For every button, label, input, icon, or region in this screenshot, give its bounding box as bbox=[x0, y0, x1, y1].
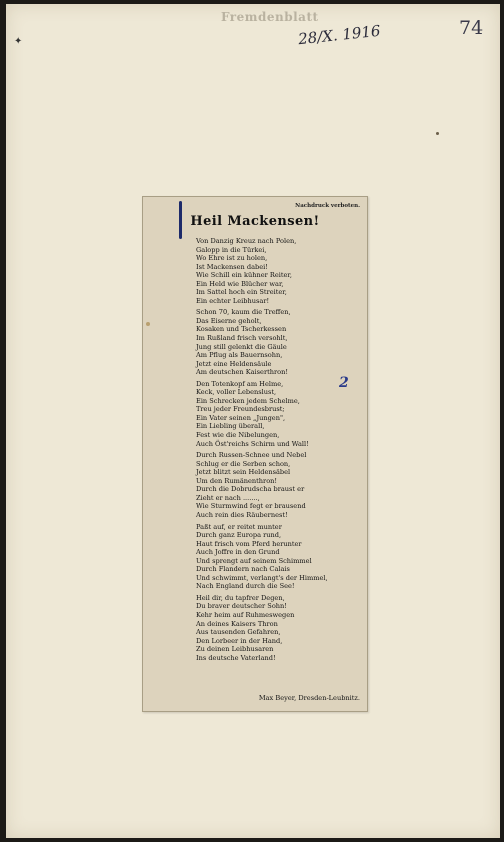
poem-stanza bbox=[196, 451, 366, 519]
poem-line: Von Danzig Kreuz nach Polen, bbox=[196, 237, 297, 245]
poem-line: Jetzt blitzt sein Heldensäbel bbox=[196, 468, 291, 477]
poem-line: Das Eiserne geholt, bbox=[196, 316, 262, 325]
poem-line: Aus tausenden Gefahren, bbox=[196, 628, 281, 637]
poem-line: Keck, voller Lebenslust, bbox=[196, 388, 277, 397]
poem-line: Am deutschen Kaiserthron! bbox=[196, 368, 289, 377]
pin-mark-icon: ✦ bbox=[14, 36, 23, 47]
poem-line: Jung still gelenkt die Gäule bbox=[196, 342, 287, 351]
newspaper-clipping bbox=[142, 196, 368, 712]
poem-line: Ins deutsche Vaterland! bbox=[196, 653, 276, 662]
copyright-note: Nachdruck verboten. bbox=[295, 203, 360, 209]
poem-line: Zieht er nach ......., bbox=[196, 493, 260, 502]
poem-line: Um den Rumänenthron! bbox=[196, 476, 278, 485]
poem-line: Den Totenkopf am Helme, bbox=[196, 379, 284, 388]
poem-line: Auch Öst'reichs Schirm und Wall! bbox=[196, 439, 309, 448]
poem-line: Auch rein dies Räubernest! bbox=[196, 510, 288, 519]
poem-line: Paßt auf, er reitet munter bbox=[196, 522, 282, 531]
poem-line: Wo Ehre ist zu holen, bbox=[196, 254, 268, 263]
poem-line: Durch Flandern nach Calais bbox=[196, 565, 290, 574]
poem-title: Heil Mackensen! bbox=[190, 214, 320, 229]
poem-line: Ist Mackensen dabei! bbox=[196, 262, 268, 271]
poem-line: Auch Joffre in den Grund bbox=[196, 548, 280, 557]
poem-line: Durch ganz Europa rund, bbox=[196, 531, 282, 540]
poem-stanza bbox=[196, 523, 366, 591]
poem-stanza bbox=[196, 237, 366, 305]
poem-line: Durch die Dobrudscha braust er bbox=[196, 485, 305, 494]
poem-line: Ein Schrecken jedem Schelme, bbox=[196, 396, 300, 405]
poem-line: Jetzt eine Heldensäule bbox=[196, 359, 272, 368]
poem-line: Zu deinen Leibhusaren bbox=[196, 645, 274, 654]
poem-line: Wie Schill ein kühner Reiter, bbox=[196, 271, 292, 280]
poem-line: Im Sattel hoch ein Streiter, bbox=[196, 288, 287, 297]
poem-line: Ein echter Leibhusar! bbox=[196, 296, 270, 305]
poem-line: Durch Russen-Schnee und Nebel bbox=[196, 451, 307, 460]
poem-line: Im Rußland frisch versohlt, bbox=[196, 334, 288, 343]
poem-line: Kosaken und Tscherkessen bbox=[196, 325, 287, 334]
poem-line: Schon 70, kaum die Treffen, bbox=[196, 308, 291, 317]
poem-stanza bbox=[196, 380, 366, 448]
poem-line: Kehr heim auf Ruhmeswegen bbox=[196, 610, 295, 619]
poem-line: Schlug er die Serben schon, bbox=[196, 459, 291, 468]
author-signature: Max Beyer, Dresden-Leubnitz. bbox=[258, 694, 360, 702]
poem-line: Und schwimmt, verlangt's der Himmel, bbox=[196, 573, 328, 582]
poem-line: Heil dir, du tapfrer Degen, bbox=[196, 593, 285, 602]
paper-spot bbox=[146, 322, 150, 326]
paper-spot bbox=[436, 132, 439, 135]
poem-line: Ein Vater seinen „Jungen", bbox=[196, 413, 286, 422]
poem-line: Fest wie die Nibelungen, bbox=[196, 431, 280, 440]
poem-line: Treu jeder Freundesbrust; bbox=[196, 405, 285, 414]
poem-line: An deines Kaisers Thron bbox=[196, 619, 278, 628]
poem-line: Den Lorbeer in der Hand, bbox=[196, 636, 283, 645]
archive-stamp: Fremdenblatt bbox=[221, 10, 319, 24]
archive-sheet bbox=[6, 4, 500, 838]
poem-line: Galopp in die Türkei, bbox=[196, 245, 267, 254]
folio-number: 74 bbox=[459, 17, 484, 39]
poem-line: Haut frisch vom Pferd herunter bbox=[196, 539, 302, 548]
poem-stanza bbox=[196, 594, 366, 662]
poem-body bbox=[196, 237, 366, 665]
poem-line: Und sprengt auf seinem Schimmel bbox=[196, 556, 312, 565]
poem-line: Ein Held wie Blücher war, bbox=[196, 279, 284, 288]
pencil-annotation: 2 bbox=[339, 375, 349, 391]
poem-stanza bbox=[196, 308, 366, 376]
poem-line: Ein Liebling überall, bbox=[196, 422, 265, 431]
poem-line: Wie Sturmwind fegt er brausend bbox=[196, 502, 306, 511]
handwritten-date: 28/X. 1916 bbox=[297, 21, 382, 49]
poem-line: Nach England durch die See! bbox=[196, 582, 295, 591]
poem-line: Am Pflug als Bauernsohn, bbox=[196, 351, 283, 360]
poem-line: Du braver deutscher Sohn! bbox=[196, 602, 287, 611]
